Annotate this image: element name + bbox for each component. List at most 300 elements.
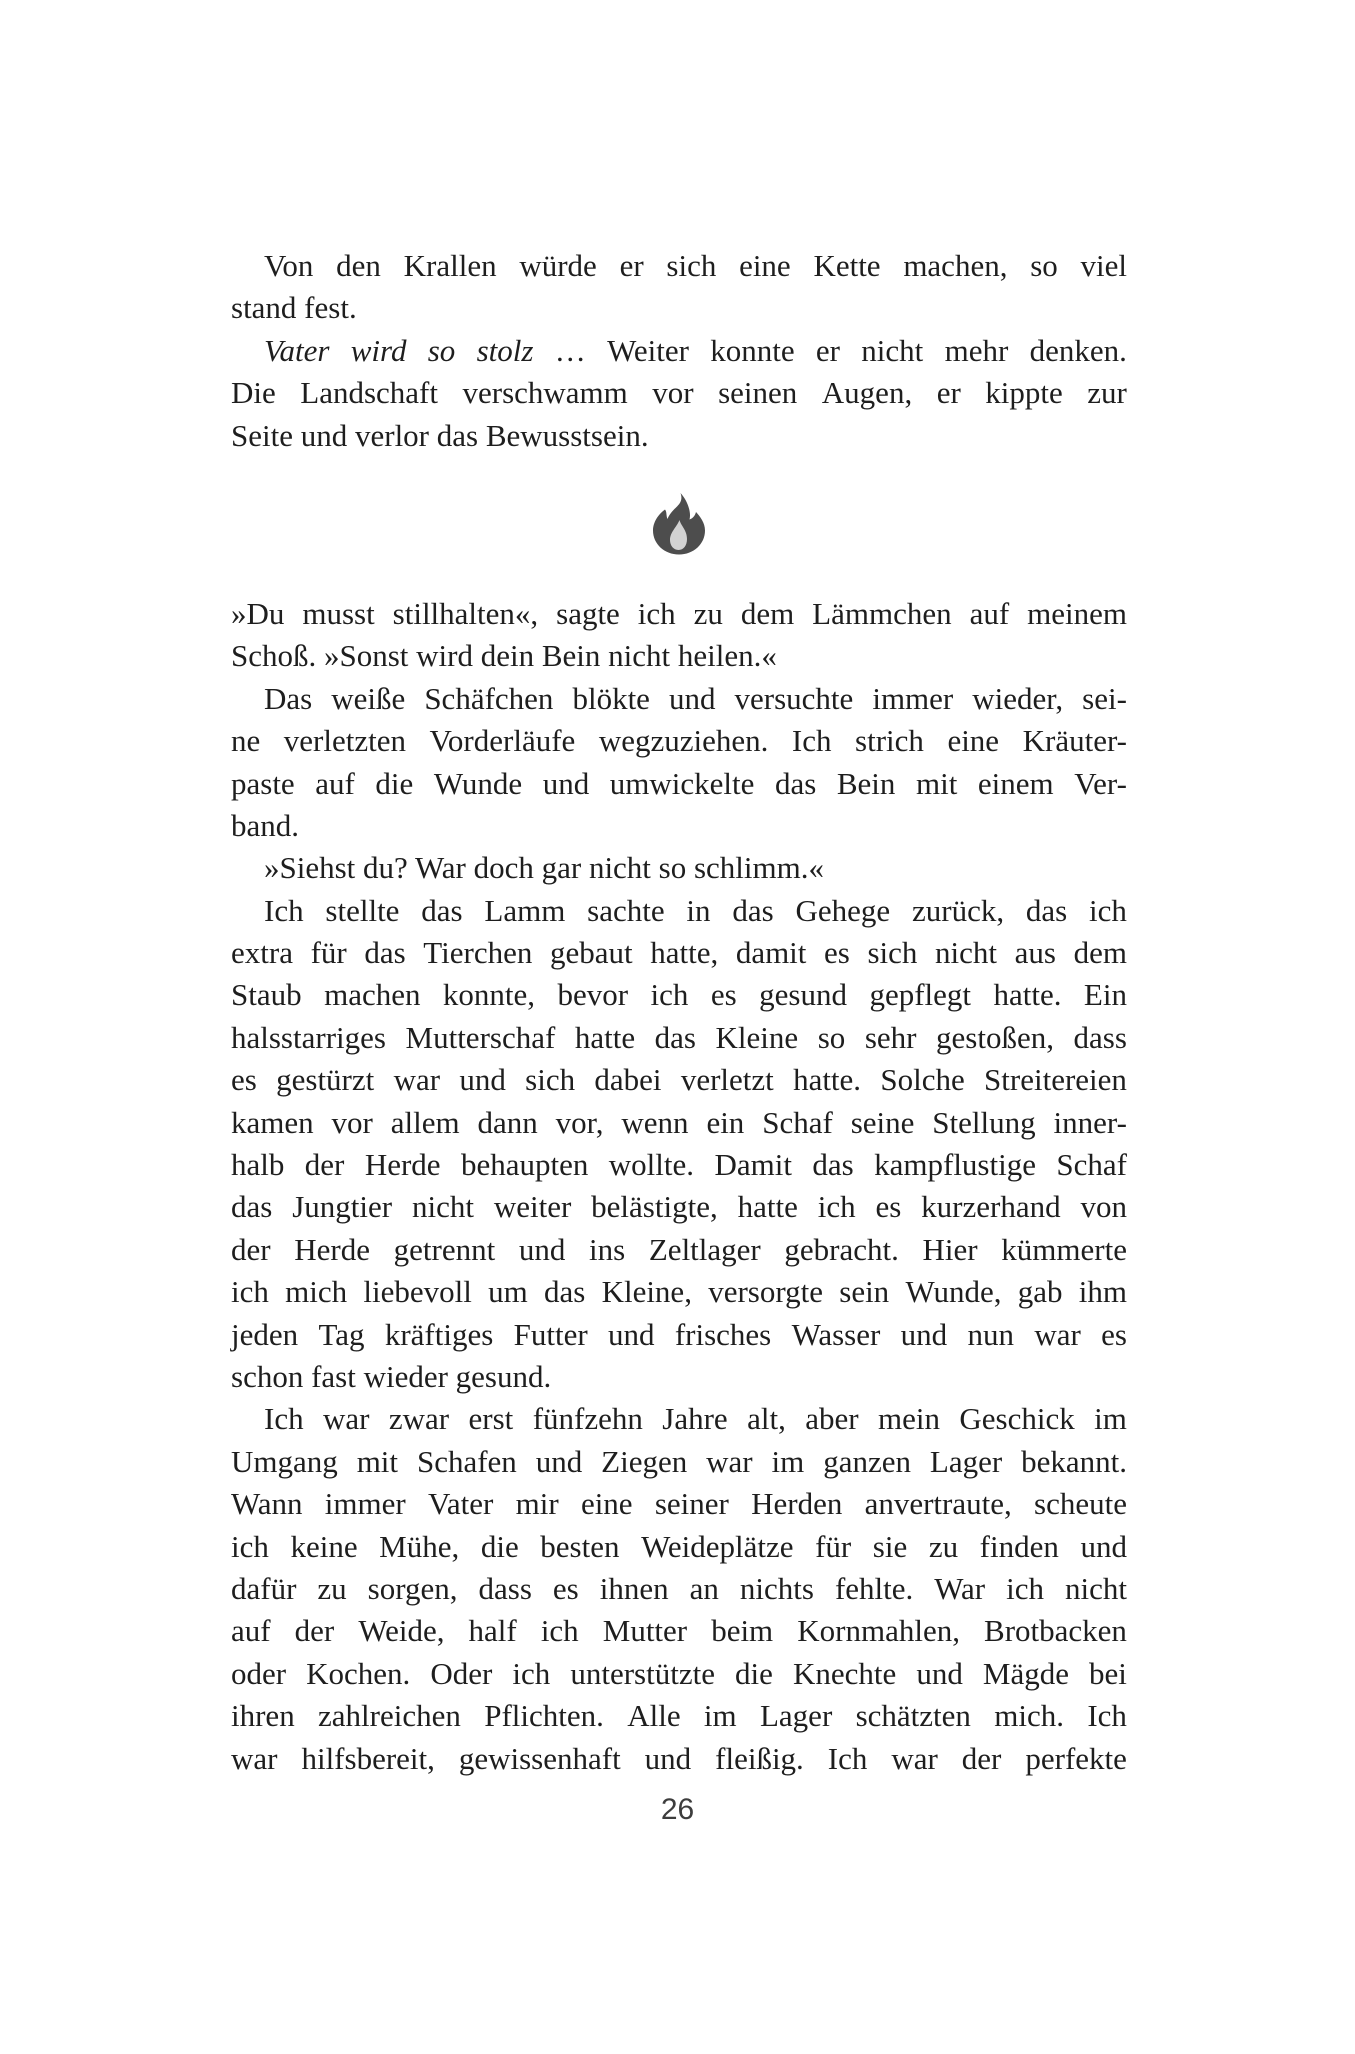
text-line [231, 1526, 1127, 1568]
word: in [686, 892, 711, 928]
word: Ich [264, 892, 304, 928]
word: und [542, 765, 590, 801]
paragraph [231, 678, 1127, 848]
word: oder [231, 1655, 287, 1691]
word: War [934, 1570, 986, 1606]
word: konnte [710, 332, 795, 368]
word: dass [478, 1570, 532, 1606]
word: getrennt [393, 1231, 496, 1267]
word: ich [650, 977, 689, 1013]
word: und [1080, 1528, 1127, 1564]
word: wollte. [608, 1147, 695, 1183]
word: ihnen [599, 1570, 669, 1606]
word: gebracht. [784, 1231, 899, 1267]
word: wieder, [972, 680, 1064, 716]
word: seine [850, 1104, 915, 1140]
word: ihren [231, 1698, 295, 1734]
word: hatte [737, 1189, 798, 1225]
word: Von [264, 248, 314, 283]
word: Damit [714, 1147, 792, 1183]
word: paste [231, 765, 295, 801]
word: konnte, [442, 977, 536, 1013]
text-run: Seite und verlor das Bewusstsein. [231, 417, 649, 453]
word: das [1025, 892, 1068, 928]
word: mehr [944, 332, 1009, 368]
word: Ich [1087, 1698, 1127, 1734]
word: Schaf [1056, 1147, 1127, 1183]
word: sich [525, 1062, 576, 1098]
word: Augen, [821, 375, 913, 411]
word: das [812, 1147, 854, 1183]
word: verschwamm [462, 375, 628, 411]
text-line [231, 1738, 1127, 1780]
word: zurück, [911, 892, 1005, 928]
word: zahlreichen [318, 1698, 461, 1734]
word: das [774, 765, 817, 801]
word: für [815, 1528, 852, 1564]
word: ne [231, 723, 261, 759]
word: Herde [364, 1147, 441, 1183]
word: jeden [231, 1316, 299, 1352]
text-line [231, 805, 1127, 847]
word: Ver- [1074, 765, 1127, 801]
text-line [231, 890, 1127, 932]
word: und [916, 1655, 963, 1691]
word: damit [735, 935, 807, 971]
word: hilfsbereit, [301, 1740, 435, 1776]
word: kampflustige [874, 1147, 1036, 1183]
word: an [689, 1570, 719, 1606]
word: war [323, 1401, 370, 1437]
word: hatte. [993, 977, 1062, 1013]
word: weiße [331, 680, 406, 716]
text-line [231, 245, 1127, 287]
word: half [468, 1613, 517, 1649]
word: Herden [751, 1486, 843, 1522]
word: extra [231, 935, 293, 971]
word: machen [324, 977, 421, 1013]
word: beim [711, 1613, 774, 1649]
word: so [427, 332, 456, 368]
word: aus [1014, 935, 1056, 971]
word: Lager [759, 1698, 833, 1734]
word: ich [512, 1655, 551, 1691]
word: perfekte [1025, 1740, 1127, 1776]
word: anvertraute, [864, 1486, 1012, 1522]
word: es [710, 977, 737, 1013]
word: Herde [294, 1231, 370, 1267]
word: immer [324, 1486, 406, 1522]
text-line [231, 1483, 1127, 1525]
word: Das [264, 680, 313, 716]
word: hatte. [793, 1062, 862, 1098]
word: mir [515, 1486, 559, 1522]
word: umwickelte [609, 765, 755, 801]
word: gesund [759, 977, 847, 1013]
word: finden [979, 1528, 1059, 1564]
word: sagte [556, 595, 620, 631]
paragraph [231, 245, 1127, 330]
word: Kleine, [601, 1274, 692, 1310]
word: fehlte. [834, 1570, 914, 1606]
word: wird [350, 332, 407, 368]
word: aber [805, 1401, 859, 1437]
word: Vorderläufe [429, 723, 576, 759]
word: nun [967, 1316, 1014, 1352]
word: auf [969, 595, 1010, 631]
text-line [231, 372, 1127, 414]
word: und [608, 1316, 655, 1352]
word: Tierchen [423, 935, 533, 971]
paragraph [231, 1398, 1127, 1780]
word: Wasser [791, 1316, 881, 1352]
paragraph [231, 847, 1127, 889]
word: kümmerte [1001, 1231, 1127, 1267]
text-line [231, 1441, 1127, 1483]
word: Lämmchen [812, 595, 952, 631]
word: so [817, 1019, 846, 1055]
word: alt, [747, 1401, 786, 1437]
word: ganzen [823, 1443, 911, 1479]
text-run: »Siehst du? War doch gar nicht so schlimm.« [264, 850, 825, 886]
word: fünfzehn [532, 1401, 643, 1437]
word: Vater [427, 1486, 494, 1522]
word: weiter [493, 1189, 572, 1225]
word: gebaut [549, 935, 633, 971]
paragraph [231, 890, 1127, 1399]
word: mit [915, 765, 958, 801]
word: Lamm [484, 892, 566, 928]
text-line [231, 1653, 1127, 1695]
word: sehr [864, 1019, 917, 1055]
word: und [518, 1231, 566, 1267]
word: war [1034, 1316, 1081, 1352]
word: Kleine [715, 1019, 799, 1055]
word: mit [356, 1443, 399, 1479]
word: Kochen. [306, 1655, 411, 1691]
word: … [554, 332, 586, 368]
word: wenn [621, 1104, 689, 1140]
word: Oder [430, 1655, 493, 1691]
word: liebevoll [363, 1274, 472, 1310]
word: vor [331, 1104, 373, 1140]
word: zu [693, 595, 723, 631]
word: verletzt [680, 1062, 774, 1098]
word: es [824, 935, 850, 971]
word: ein [706, 1104, 745, 1140]
word: Wann [231, 1486, 303, 1522]
word: zu [928, 1528, 959, 1564]
text-line [231, 1017, 1127, 1059]
word: halsstarriges [231, 1019, 386, 1055]
word: nichts [739, 1570, 814, 1606]
word: ich [1006, 1570, 1044, 1606]
word: Ziegen [601, 1443, 688, 1479]
word: es [231, 1062, 257, 1098]
word: gestürzt [276, 1062, 375, 1098]
word: Staub [231, 977, 302, 1013]
text-line [231, 678, 1127, 720]
word: halb [231, 1147, 285, 1183]
word: bei [1089, 1655, 1127, 1691]
text-line [231, 1144, 1127, 1186]
text-line [231, 330, 1127, 372]
word: schätzten [855, 1698, 971, 1734]
word: Brotbacken [984, 1613, 1127, 1649]
word: blökte [572, 680, 650, 716]
word: unterstützte [570, 1655, 715, 1691]
word: die [735, 1655, 773, 1691]
word: kippte [985, 375, 1063, 411]
word: dass [1073, 1019, 1127, 1055]
word: gestoßen, [936, 1019, 1054, 1055]
word: die [375, 765, 414, 801]
word: Kette [813, 248, 881, 283]
word: Bein [836, 765, 896, 801]
word: Weide, [358, 1613, 445, 1649]
word: es [875, 1189, 902, 1225]
word: Schaf [762, 1104, 833, 1140]
word: Umgang [231, 1443, 338, 1479]
word: Weiter [607, 332, 689, 368]
word: behaupten [460, 1147, 589, 1183]
word: viel [1080, 248, 1127, 283]
text-line [231, 932, 1127, 974]
word: würde [519, 248, 597, 283]
word: Wunde, [905, 1274, 1002, 1310]
word: scheute [1034, 1486, 1127, 1522]
word: im [771, 1443, 805, 1479]
word: Die [231, 375, 276, 411]
word: das [364, 935, 406, 971]
word: Jungtier [292, 1189, 393, 1225]
word: auf [231, 1613, 271, 1649]
word: eine [739, 248, 791, 283]
section-divider [231, 457, 1127, 593]
text-column [231, 245, 1127, 1780]
word: gepflegt [869, 977, 972, 1013]
text-line [231, 1314, 1127, 1356]
word: gewissenhaft [458, 1740, 621, 1776]
word: er [936, 375, 961, 411]
word: versuchte [734, 680, 854, 716]
text-line [231, 1610, 1127, 1652]
word: Jahre [662, 1401, 728, 1437]
word: eine [580, 1486, 633, 1522]
word: ins [589, 1231, 626, 1267]
word: nicht [935, 935, 998, 971]
word: frisches [674, 1316, 772, 1352]
word: immer [872, 680, 954, 716]
word: und [900, 1316, 948, 1352]
word: Ich [791, 723, 832, 759]
word: Lager [929, 1443, 1003, 1479]
word: ihm [1078, 1274, 1127, 1310]
word: zu [317, 1570, 347, 1606]
word: Futter [513, 1316, 588, 1352]
word: kurzerhand [921, 1189, 1061, 1225]
word: dabei [594, 1062, 662, 1098]
text-line [231, 287, 1127, 329]
text-run: band. [231, 807, 300, 843]
word: für [310, 935, 347, 971]
word: Zeltlager [648, 1231, 761, 1267]
word: Solche [880, 1062, 965, 1098]
text-line [231, 1271, 1127, 1313]
word: Geschick [959, 1401, 1075, 1437]
word: vor [652, 375, 694, 411]
word: ich [231, 1528, 269, 1564]
word: machen, [903, 248, 1008, 283]
word: fleißig. [715, 1740, 804, 1776]
word: das [231, 1189, 273, 1225]
word: Wunde [433, 765, 523, 801]
word: Mägde [982, 1655, 1069, 1691]
word: stellte [325, 892, 400, 928]
word: sie [872, 1528, 908, 1564]
word: Ein [1083, 977, 1127, 1013]
word: die [480, 1528, 519, 1564]
word: versorgte [708, 1274, 823, 1310]
text-line [231, 1356, 1127, 1398]
text-line [231, 415, 1127, 457]
word: ich [1089, 892, 1127, 928]
word: zur [1087, 375, 1127, 411]
text-line [231, 1568, 1127, 1610]
word: um [488, 1274, 528, 1310]
word: das [654, 1019, 696, 1055]
word: auf [315, 765, 355, 801]
word: das [421, 892, 463, 928]
word: besten [540, 1528, 620, 1564]
word: Landschaft [300, 375, 438, 411]
word: und [459, 1062, 506, 1098]
text-line [231, 720, 1127, 762]
word: Vater [264, 332, 330, 368]
word: Tag [318, 1316, 365, 1352]
text-line [231, 1186, 1127, 1228]
word: vor, [555, 1104, 604, 1140]
word: Schafen [416, 1443, 517, 1479]
word: ich [637, 595, 676, 631]
word: Pflichten. [484, 1698, 604, 1734]
text-line [231, 1398, 1127, 1440]
word: der [231, 1231, 271, 1267]
word: Streitereien [984, 1062, 1127, 1098]
text-run: stand fest. [231, 290, 357, 326]
word: kräftiges [384, 1316, 494, 1352]
word: war [231, 1740, 278, 1776]
word: nicht [1065, 1570, 1127, 1606]
word: dem [740, 595, 795, 631]
flame-icon [650, 493, 708, 557]
word: hatte [574, 1019, 636, 1055]
text-line [231, 1695, 1127, 1737]
page-number: 26 [660, 1793, 695, 1826]
paragraph [231, 593, 1127, 678]
word: war [891, 1740, 938, 1776]
word: hatte, [650, 935, 719, 971]
word: sei- [1082, 680, 1127, 716]
word: und [668, 680, 716, 716]
word: der [961, 1740, 1002, 1776]
word: stolz [476, 332, 534, 368]
word: belästigte, [591, 1189, 718, 1225]
paragraph [231, 330, 1127, 457]
word: es [552, 1570, 579, 1606]
word: gab [1017, 1274, 1063, 1310]
word: dem [1073, 935, 1127, 971]
word: erst [468, 1401, 514, 1437]
word: nicht [861, 332, 924, 368]
word: mich [285, 1274, 348, 1310]
word: ich [231, 1274, 269, 1310]
text-line [231, 974, 1127, 1016]
word: Ich [264, 1401, 304, 1437]
word: sich [666, 248, 717, 283]
word: dafür [231, 1570, 297, 1606]
text-line [231, 635, 1127, 677]
word: Alle [627, 1698, 681, 1734]
word: Knechte [792, 1655, 897, 1691]
word: sich [867, 935, 918, 971]
word: Kornmahlen, [797, 1613, 960, 1649]
word: zwar [388, 1401, 450, 1437]
word: es [1101, 1316, 1127, 1352]
text-run: Schoß. »Sonst wird dein Bein nicht heilen.« [231, 638, 777, 674]
word: und [535, 1443, 583, 1479]
text-line [231, 847, 1127, 889]
word: kamen [231, 1104, 314, 1140]
word: dann [477, 1104, 538, 1140]
word: war [393, 1062, 441, 1098]
word: ich [540, 1613, 579, 1649]
word: bevor [557, 977, 629, 1013]
word: denken. [1029, 332, 1127, 368]
word: den [336, 248, 381, 283]
word: eine [947, 723, 1000, 759]
word: er [815, 332, 840, 368]
word: Ich [827, 1740, 868, 1776]
word: Hier [922, 1231, 978, 1267]
word: »Du [231, 595, 285, 631]
text-line [231, 1229, 1127, 1271]
word: musst [302, 595, 375, 631]
word: war [706, 1443, 753, 1479]
word: das [732, 892, 774, 928]
word: bekannt. [1021, 1443, 1127, 1479]
text-line [231, 1102, 1127, 1144]
word: stillhalten«, [392, 595, 539, 631]
word: Stellung [932, 1104, 1036, 1140]
word: im [703, 1698, 737, 1734]
text-line [231, 763, 1127, 805]
word: Mutter [602, 1613, 688, 1649]
word: inner- [1053, 1104, 1127, 1140]
word: er [619, 248, 644, 283]
word: keine [290, 1528, 358, 1564]
word: nicht [411, 1189, 474, 1225]
text-line [231, 593, 1127, 635]
word: das [543, 1274, 586, 1310]
text-run: schon fast wieder gesund. [231, 1358, 552, 1394]
word: Krallen [403, 248, 497, 283]
word: Weideplätze [641, 1528, 794, 1564]
word: strich [855, 723, 924, 759]
word: und [644, 1740, 692, 1776]
word: der [304, 1147, 345, 1183]
word: seiner [654, 1486, 729, 1522]
